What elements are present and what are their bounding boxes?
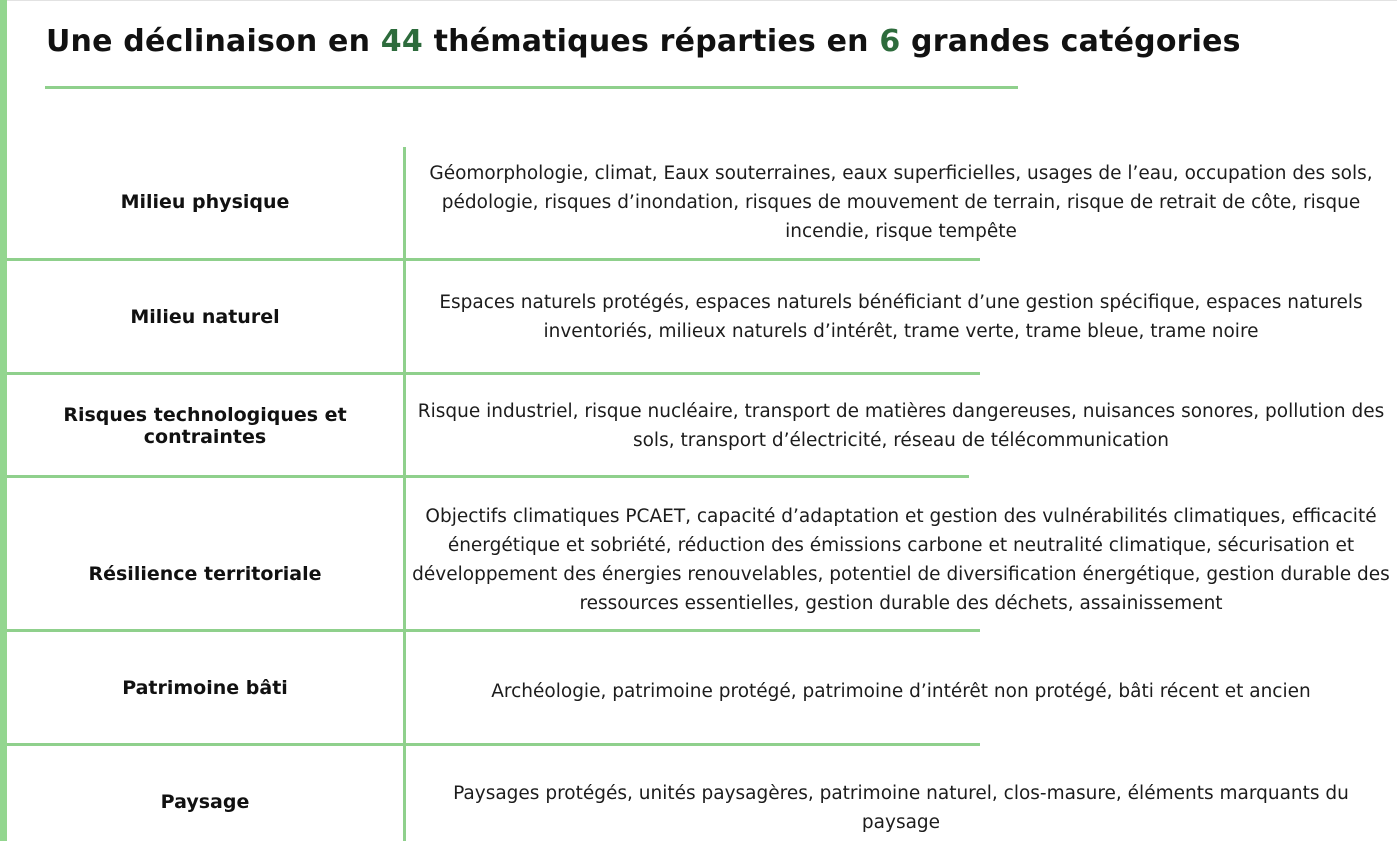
description-milieu-physique bbox=[412, 147, 1390, 257]
description-text: Paysages protégés, unités paysagères, patrimoine naturel, clos-masure, éléments marquants du paysage bbox=[453, 783, 1349, 833]
category-risques-technologiques: Risques technologiques et contraintes bbox=[63, 403, 347, 448]
description-resilience-territoriale bbox=[412, 492, 1390, 628]
page-title bbox=[46, 24, 1241, 59]
description-text: Risque industriel, risque nucléaire, transport de matières dangereuses, nuisances sonores, pollution des sols, transport d’électricité, réseau de télécommunication bbox=[417, 400, 1385, 451]
category-patrimoine-bati: Patrimoine bâti bbox=[122, 676, 288, 699]
category-resilience-territoriale: Résilience territoriale bbox=[88, 563, 322, 585]
title-underline bbox=[45, 86, 1018, 89]
description-risques-technologiques bbox=[412, 375, 1390, 476]
title-part-1: Une déclinaison en bbox=[46, 24, 381, 59]
category-paysage: Paysage bbox=[160, 790, 250, 813]
description-text: Géomorphologie, climat, Eaux souterraines, eaux superficielles, usages de l’eau, occupation des sols, pédologie, risques d’inondation, risques de mouvement de terrain, risque de retrait de côte, risque incendie, risque tempête bbox=[429, 162, 1373, 242]
top-border bbox=[0, 0, 1397, 1]
description-text: Espaces naturels protégés, espaces naturels bénéficiant d’une gestion spécifique, espaces naturels inventoriés, milieux naturels d’intérêt, trame verte, trame bleue, trame noire bbox=[439, 292, 1363, 342]
left-accent-bar bbox=[0, 0, 7, 841]
categories-count: 6 bbox=[879, 24, 901, 59]
themes-count: 44 bbox=[380, 24, 423, 59]
description-milieu-naturel bbox=[412, 261, 1390, 373]
column-divider bbox=[403, 147, 406, 841]
description-text: Archéologie, patrimoine protégé, patrimoine d’intérêt non protégé, bâti récent et ancien bbox=[491, 680, 1311, 702]
description-patrimoine-bati bbox=[412, 632, 1390, 750]
category-milieu-physique: Milieu physique bbox=[120, 191, 290, 213]
description-text: Objectifs climatiques PCAET, capacité d’adaptation et gestion des vulnérabilités climatiques, efficacité énergétique et sobriété, réduction des émissions carbone et neutralité climatique, sécurisation et développement des énergies renouvelables, potentiel de diversification énergétique, gestion durable des ressources essentielles, gestion durable des déchets, assainissement bbox=[412, 506, 1390, 614]
category-milieu-naturel: Milieu naturel bbox=[130, 306, 280, 328]
title-part-3: grandes catégories bbox=[900, 24, 1241, 59]
title-part-2: thématiques réparties en bbox=[422, 24, 880, 59]
description-paysage bbox=[412, 768, 1390, 848]
